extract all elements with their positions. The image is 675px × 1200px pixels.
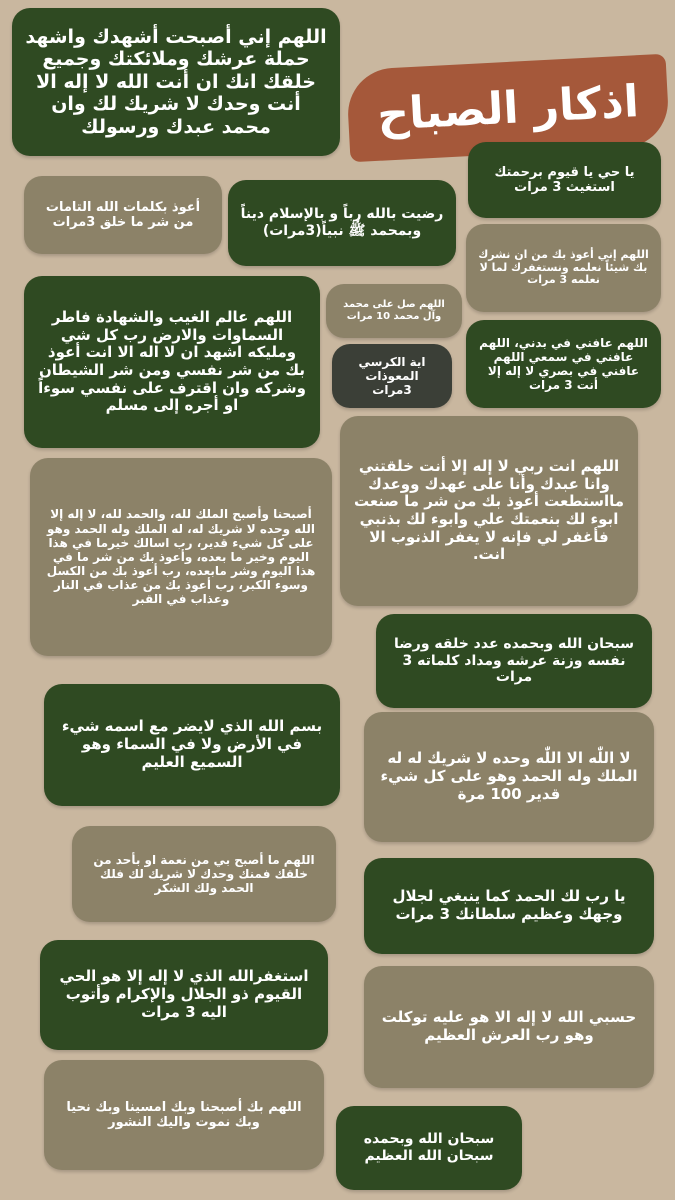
dhikr-text-14: لا اللّٰه الا اللّٰه وحده لا شريك له له الملك وله الحمد وهو على كل شيء قدير 100 مرة — [380, 749, 638, 803]
dhikr-card-20 — [336, 1106, 522, 1190]
dhikr-card-2 — [468, 142, 661, 218]
dhikr-text-1: اللهم إني أصبحت أشهدك واشهد حملة عرشك وملائكتك وجميع خلقك انك ان أنت الله لا إله الا أنت وحدك لا شريك لك وان محمد عبدك ورسولك — [25, 25, 327, 138]
dhikr-card-6 — [24, 276, 320, 448]
dhikr-card-9 — [466, 320, 661, 408]
dhikr-card-11 — [30, 458, 332, 656]
dhikr-card-12 — [376, 614, 652, 708]
dhikr-text-19: اللهم بك أصبحنا وبك امسينا وبك نحيا وبك نموت واليك النشور — [66, 1099, 302, 1130]
dhikr-text-20: سبحان الله وبحمده سبحان الله العظيم — [363, 1131, 495, 1164]
dhikr-text-13: بسم الله الذي لايضر مع اسمه شيء في الأرض ولا في السماء وهو السميع العليم — [61, 717, 323, 771]
dhikr-card-10 — [340, 416, 638, 606]
dhikr-card-15 — [72, 826, 336, 922]
dhikr-text-4: رضيت بالله رباً و بالإسلام ديناً وبمحمد ﷺ نبياً(3مرات) — [240, 206, 444, 239]
dhikr-text-3: أعوذ بكلمات الله التامات من شر ما خلق 3مرات — [45, 199, 201, 230]
dhikr-text-6: اللهم عالم الغيب والشهادة فاطر السماوات والارض رب كل شي ومليكه اشهد ان لا اله الا انت أعوذ بك من شر نفسي ومن شر الشيطان وشركه وان اقترف على نفسي سوءاً او أجره إلى مسلم — [38, 307, 306, 415]
page-title: اذكار الصباح — [376, 75, 640, 141]
dhikr-text-10: اللهم انت ربي لا إله إلا أنت خلقتني وانا عبدك وأنا على عهدك ووعدك مااستطعت أعوذ بك من شر ما صنعت ابوء لك بنعمتك علي وابوء لك بذنبي فأغفر لي فإنه لا يغفر الذنوب الا انت. — [353, 456, 625, 564]
dhikr-text-8: اية الكرسي المعوذات 3مرات — [358, 354, 426, 398]
dhikr-text-7: اللهم صل على محمد وآل محمد 10 مرات — [343, 299, 445, 322]
dhikr-text-15: اللهم ما أصبح بي من نعمة او بأحد من خلقك فمنك وحدك لا شريك لك فلك الحمد ولك الشكر — [93, 852, 315, 896]
dhikr-card-19 — [44, 1060, 324, 1170]
dhikr-card-4 — [228, 180, 456, 266]
dhikr-text-2: يا حي يا قيوم برحمتك استغيث 3 مرات — [494, 164, 635, 195]
dhikr-text-9: اللهم عافني في بدني، اللهم عافني في سمعي اللهم عافني في بصري لا إله إلا أنت 3 مرات — [479, 335, 648, 393]
dhikr-text-12: سبحان الله وبحمده عدد خلقه ورضا نفسه وزنة عرشه ومداد كلماته 3 مرات — [394, 636, 634, 686]
dhikr-text-16: يا رب لك الحمد كما ينبغي لجلال وجهك وعظيم سلطانك 3 مرات — [392, 887, 626, 923]
dhikr-card-3 — [24, 176, 222, 254]
dhikr-card-8 — [332, 344, 452, 408]
dhikr-card-14 — [364, 712, 654, 842]
dhikr-card-13 — [44, 684, 340, 806]
dhikr-card-16 — [364, 858, 654, 954]
dhikr-card-1 — [12, 8, 340, 156]
dhikr-card-5 — [466, 224, 661, 312]
dhikr-card-17 — [40, 940, 328, 1050]
dhikr-text-11: أصبحنا وأصبح الملك لله، والحمد لله، لا إله إلا الله وحده لا شريك له، له الملك وله الحمد وهو على كل شيء قدير، رب اسالك خيرما في هذا اليوم وخير ما بعده، وأعوذ بك من شر ما في هذا اليوم وشر مابعده، رب أعوذ بك من الكسل وسوء الكبر، رب أعوذ بك من عذاب في النار وعذاب في القبر — [46, 507, 316, 607]
dhikr-text-5: اللهم إني أعوذ بك من ان نشرك بك شيئاً نعلمه ونستغفرك لما لا نعلمه 3 مرات — [478, 247, 649, 287]
dhikr-card-18 — [364, 966, 654, 1088]
dhikr-text-17: استغفرالله الذي لا إله إلا هو الحي القيوم ذو الجلال والإكرام وأتوب اليه 3 مرات — [59, 967, 309, 1021]
dhikr-card-7 — [326, 284, 462, 338]
dhikr-text-18: حسبي الله لا إله الا هو عليه توكلت وهو رب العرش العظيم — [381, 1008, 637, 1044]
